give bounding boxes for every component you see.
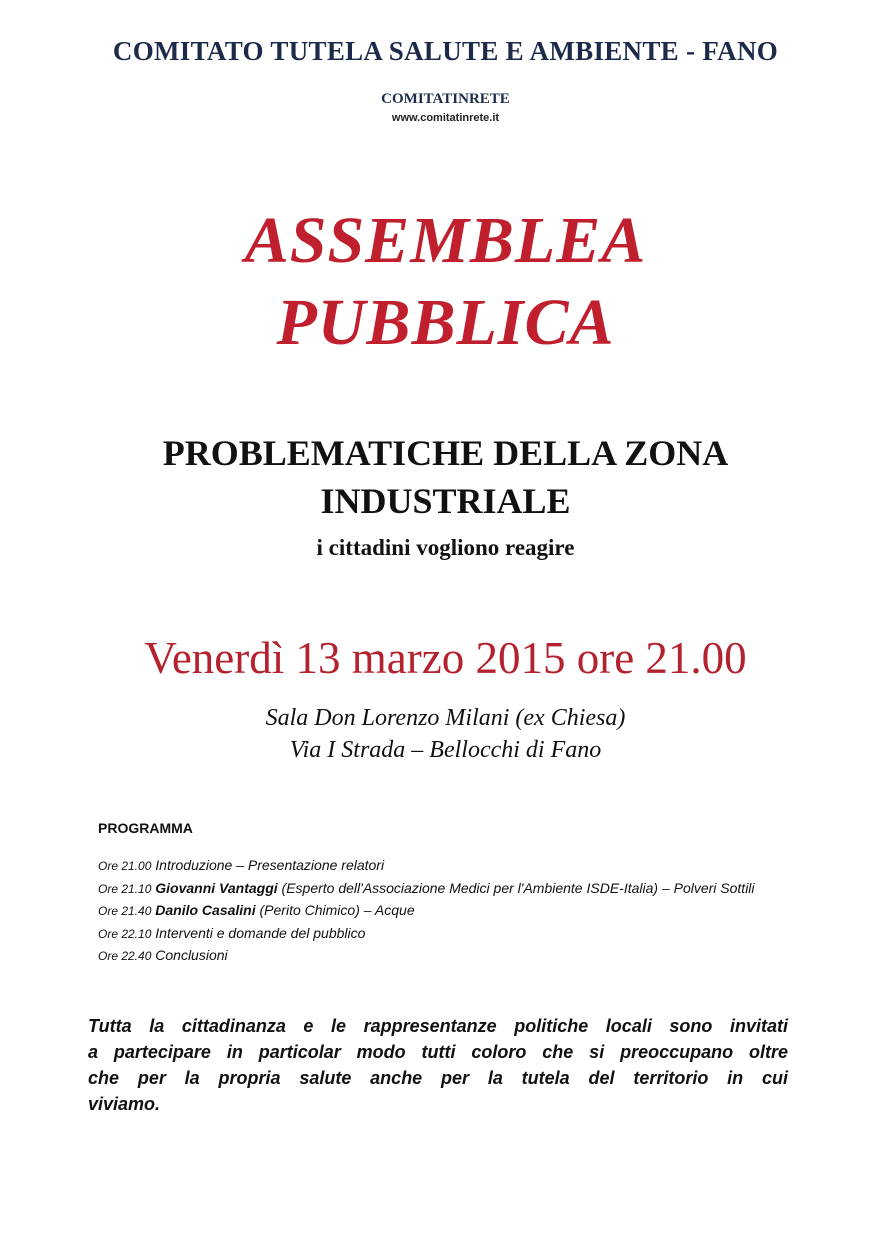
headline-line-2: PUBBLICA <box>276 286 615 359</box>
program-item-text: Interventi e domande del pubblico <box>155 924 366 941</box>
program-item-time: Ore 21.40 <box>98 904 152 918</box>
invitation-text <box>88 1013 788 1117</box>
headline <box>0 200 891 364</box>
venue-line-2: Via I Strada – Bellocchi di Fano <box>289 737 602 763</box>
invitation-line-4: viviamo. <box>88 1094 161 1114</box>
program-item <box>98 900 755 923</box>
program-item-speaker: Giovanni Vantaggi <box>155 879 278 896</box>
program-item-text: (Esperto dell'Associazione Medici per l'Ambiente ISDE-Italia) – Polveri Sottili <box>281 879 755 896</box>
topic-line-1: PROBLEMATICHE DELLA ZONA <box>162 433 729 473</box>
program-heading: PROGRAMMA <box>98 820 193 836</box>
program-item-text: Introduzione – Presentazione relatori <box>155 857 385 873</box>
program-item-time: Ore 22.10 <box>98 926 152 941</box>
topic-title <box>0 429 891 525</box>
invitation-line-2: a partecipare in particolar modo tutti coloro che si preoccupano oltre <box>88 1042 788 1062</box>
program-list <box>98 855 755 968</box>
program-item-speaker: Danilo Casalini <box>155 902 256 918</box>
network-name: COMITATINRETE <box>381 91 510 107</box>
topic-line-2: INDUSTRIALE <box>320 481 571 521</box>
program-item <box>98 945 755 968</box>
invitation-line-3: che per la propria salute anche per la tutela del territorio in cui <box>88 1068 788 1088</box>
program-item-time: Ore 21.00 <box>98 859 152 873</box>
tagline: i cittadini vogliono reagire <box>316 535 575 560</box>
program-item-time: Ore 21.10 <box>98 881 152 896</box>
program-item-time: Ore 22.40 <box>98 949 152 963</box>
website-url: www.comitatinrete.it <box>391 112 500 124</box>
venue-line-1: Sala Don Lorenzo Milani (ex Chiesa) <box>265 705 626 731</box>
venue <box>0 702 891 766</box>
program-item <box>98 855 755 878</box>
invitation-line-1: Tutta la cittadinanza e le rappresentanze politiche locali sono invitati <box>88 1016 788 1036</box>
event-date: Venerdì 13 marzo 2015 ore 21.00 <box>144 633 747 683</box>
headline-line-1: ASSEMBLEA <box>244 204 647 277</box>
program-item <box>98 923 755 946</box>
program-item-text: (Perito Chimico) – Acque <box>259 902 415 918</box>
program-item-text: Conclusioni <box>155 947 228 963</box>
organization-title: COMITATO TUTELA SALUTE E AMBIENTE - FANO <box>112 36 779 66</box>
program-item <box>98 878 755 901</box>
